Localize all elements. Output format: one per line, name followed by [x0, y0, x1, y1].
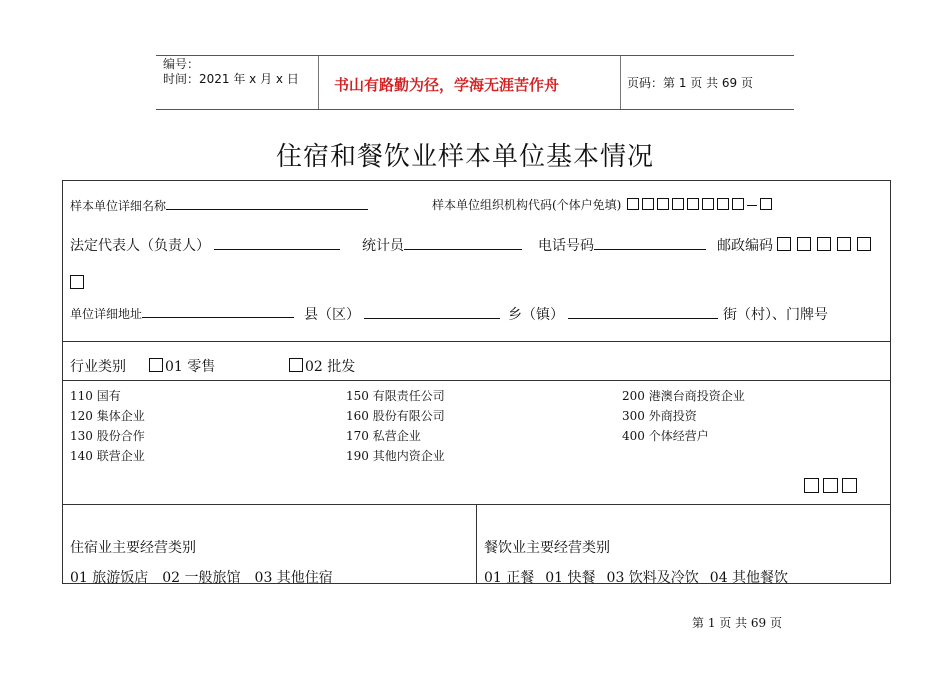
lodging-option[interactable]: 01 旅游饭店 — [70, 570, 149, 586]
industry-option-wholesale[interactable]: 02 批发 — [289, 356, 355, 376]
form-divider-1 — [62, 341, 891, 342]
ownership-code: 200 港澳台商投资企业 — [622, 389, 745, 403]
header-bottom-rule — [156, 109, 794, 110]
name-input-line[interactable] — [166, 197, 368, 210]
ownership-box-1[interactable] — [804, 478, 819, 493]
org-code-box-5[interactable] — [687, 198, 699, 210]
name-label: 样本单位详细名称 — [70, 199, 167, 213]
org-code-box-9[interactable] — [760, 198, 772, 210]
ownership-code: 160 股份有限公司 — [346, 409, 445, 423]
statistician-input-line[interactable] — [404, 237, 522, 250]
footer-page-number: 第 1 页 共 69 页 — [692, 616, 782, 630]
document-time-label: 时间：2021 年 x 月 x 日 — [163, 72, 299, 86]
ownership-code: 170 私营企业 — [346, 429, 421, 443]
ownership-column-3 — [622, 386, 745, 446]
org-code-box-1[interactable] — [627, 198, 639, 210]
org-code-box-7[interactable] — [717, 198, 729, 210]
lodging-title: 住宿业主要经营类别 — [70, 540, 196, 556]
ownership-code: 150 有限责任公司 — [346, 389, 445, 403]
legal-rep-row — [70, 235, 340, 255]
address-input-line[interactable] — [142, 305, 294, 318]
ownership-box-3[interactable] — [842, 478, 857, 493]
postal-box-6[interactable] — [70, 275, 84, 289]
page-info: 页码：第 1 页 共 69 页 — [627, 76, 753, 90]
postal-box-1[interactable] — [777, 237, 791, 251]
postal-box-3[interactable] — [817, 237, 831, 251]
township-input-line[interactable] — [568, 306, 718, 319]
postal-box-2[interactable] — [797, 237, 811, 251]
org-code-row — [432, 196, 775, 213]
header-top-rule — [156, 55, 794, 56]
legal-rep-input-line[interactable] — [214, 237, 340, 250]
org-code-box-4[interactable] — [672, 198, 684, 210]
motto-text: 书山有路勤为径，学海无涯苦作舟 — [334, 76, 560, 94]
catering-option[interactable]: 01 快餐 — [545, 570, 596, 586]
ownership-code: 400 个体经营户 — [622, 429, 709, 443]
checkbox-icon[interactable] — [289, 358, 303, 372]
ownership-column-2 — [346, 386, 445, 466]
county-input-line[interactable] — [364, 306, 500, 319]
county-row — [304, 304, 500, 324]
ownership-code: 190 其他内资企业 — [346, 449, 445, 463]
ownership-column-1 — [70, 386, 145, 466]
ownership-code: 140 联营企业 — [70, 449, 145, 463]
lodging-option[interactable]: 02 一般旅馆 — [162, 570, 241, 586]
township-row — [508, 304, 718, 324]
org-code-dash — [747, 205, 757, 206]
phone-input-line[interactable] — [594, 237, 706, 250]
form-divider-2 — [62, 380, 891, 381]
ownership-code: 130 股份合作 — [70, 429, 145, 443]
lodging-options — [70, 567, 333, 587]
legal-rep-label: 法定代表人（负责人） — [70, 238, 210, 254]
street-label: 街（村）、门牌号 — [723, 307, 828, 323]
name-field-row — [70, 197, 368, 214]
org-code-box-8[interactable] — [732, 198, 744, 210]
address-label: 单位详细地址 — [70, 307, 143, 321]
ownership-box-2[interactable] — [823, 478, 838, 493]
township-label: 乡（镇） — [508, 307, 564, 323]
industry-option-retail[interactable]: 01 零售 — [149, 356, 215, 376]
postal-box-5[interactable] — [857, 237, 871, 251]
ownership-code-boxes — [804, 477, 857, 496]
org-code-label: 样本单位组织机构代码(个体户免填) — [432, 198, 622, 212]
document-number-label: 编号： — [163, 57, 200, 71]
postal-row — [717, 235, 871, 255]
catering-options — [484, 567, 788, 587]
postal-label: 邮政编码 — [717, 238, 773, 254]
ownership-code: 120 集体企业 — [70, 409, 145, 423]
org-code-box-2[interactable] — [642, 198, 654, 210]
phone-label: 电话号码 — [538, 238, 594, 254]
phone-row — [538, 235, 706, 255]
checkbox-icon[interactable] — [149, 358, 163, 372]
statistician-row — [362, 235, 522, 255]
ownership-code: 300 外商投资 — [622, 409, 697, 423]
catering-option[interactable]: 01 正餐 — [484, 570, 535, 586]
address-row — [70, 305, 294, 322]
org-code-box-3[interactable] — [657, 198, 669, 210]
industry-row — [70, 356, 126, 376]
header-divider-1 — [318, 56, 319, 109]
catering-option[interactable]: 04 其他餐饮 — [709, 570, 789, 586]
statistician-label: 统计员 — [362, 238, 404, 254]
industry-label: 行业类别 — [70, 359, 126, 375]
catering-title: 餐饮业主要经营类别 — [484, 540, 610, 556]
county-label: 县（区） — [304, 307, 360, 323]
header-divider-2 — [620, 56, 621, 109]
form-divider-vertical — [476, 504, 477, 584]
postal-box-4[interactable] — [837, 237, 851, 251]
ownership-code: 110 国有 — [70, 389, 121, 403]
lodging-option[interactable]: 03 其他住宿 — [254, 570, 333, 586]
page-title: 住宿和餐饮业样本单位基本情况 — [276, 142, 655, 172]
org-code-box-6[interactable] — [702, 198, 714, 210]
catering-option[interactable]: 03 饮料及冷饮 — [606, 570, 699, 586]
